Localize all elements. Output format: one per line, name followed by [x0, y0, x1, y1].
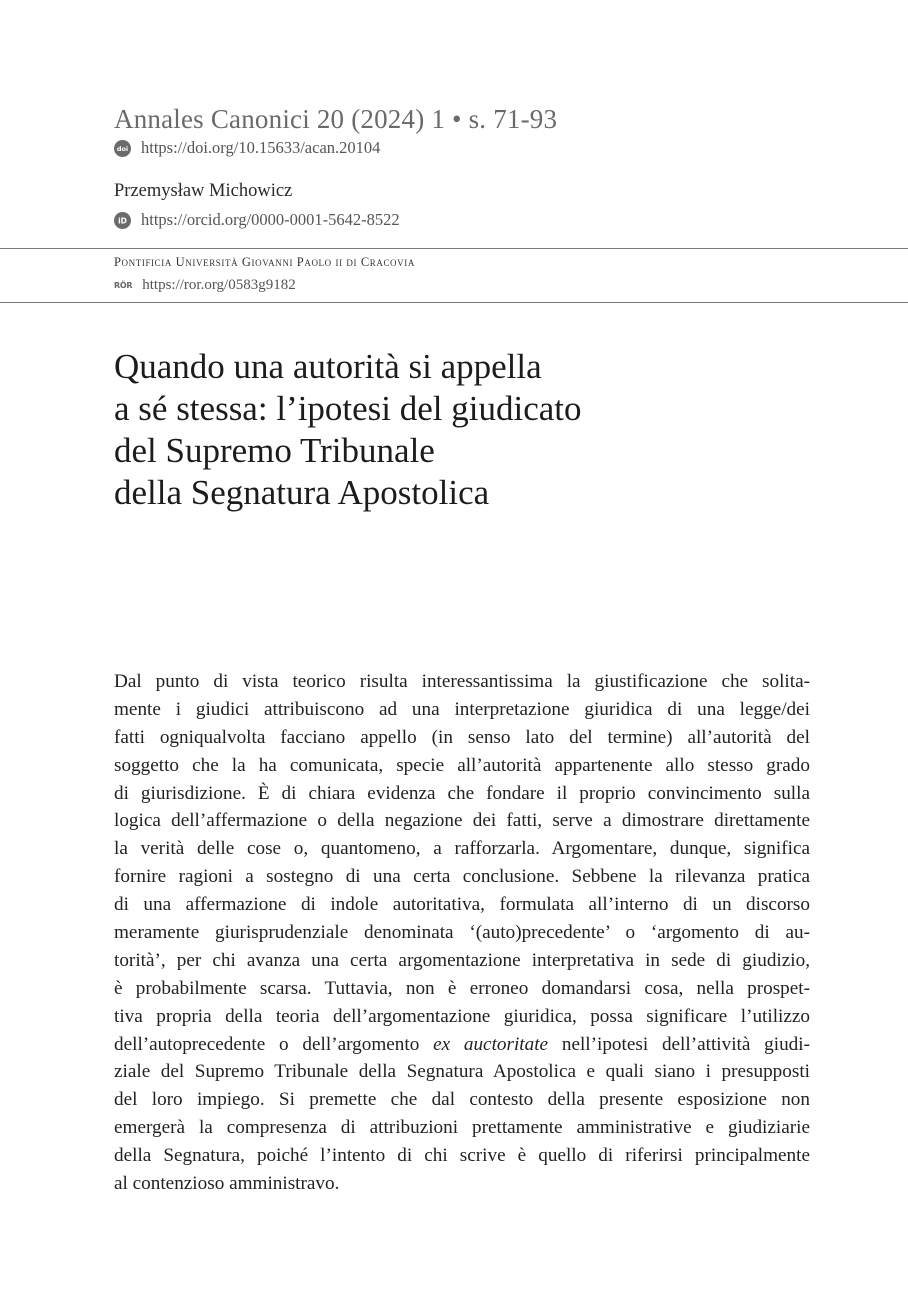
abstract-line: è probabilmente scarsa. Tuttavia, non è erroneo domandarsi cosa, nella prospet-	[114, 977, 810, 999]
abstract-text: nell’ipotesi dell’attività giudi-	[548, 1033, 810, 1055]
svg-text:iD: iD	[118, 216, 127, 225]
abstract-line: di giurisdizione. È di chiara evidenza che fondare il proprio convincimento sulla	[114, 782, 810, 804]
abstract-line: fatti ogniqualvolta facciano appello (in senso lato del termine) all’autorità del	[114, 726, 810, 748]
abstract-line: logica dell’affermazione o della negazione dei fatti, serve a dimostrare direttamente	[114, 810, 810, 832]
abstract	[114, 668, 810, 1198]
title-line: del Supremo Tribunale	[114, 431, 435, 470]
abstract-line: fornire ragioni a sostegno di una certa conclusione. Sebbene la rilevanza pratica	[114, 866, 810, 888]
abstract-line: la verità delle cose o, quantomeno, a rafforzarla. Argomentare, dunque, significa	[114, 838, 810, 860]
orcid-link[interactable]: https://orcid.org/0000-0001-5642-8522	[141, 210, 400, 229]
ror-row	[114, 277, 296, 294]
orcid-row	[114, 210, 400, 230]
abstract-text: dell’autoprecedente o dell’argomento	[114, 1033, 434, 1055]
title-line: Quando una autorità si appella	[114, 347, 542, 386]
affiliation: Pontificia Università Giovanni Paolo ii di Cracovia	[114, 255, 415, 269]
abstract-line: torità’, per chi avanza una certa argomentazione interpretativa in sede di giudizio,	[114, 949, 810, 971]
doi-link[interactable]: https://doi.org/10.15633/acan.20104	[141, 138, 381, 157]
abstract-line	[114, 1031, 810, 1059]
ror-link[interactable]: https://ror.org/0583g9182	[142, 277, 296, 293]
doi-row	[114, 138, 380, 158]
abstract-line: tiva propria della teoria dell’argomentazione giuridica, possa significare l’utilizzo	[114, 1005, 810, 1027]
title-line: a sé stessa: l’ipotesi del giudicato	[114, 389, 582, 428]
author-name: Przemysław Michowicz	[114, 181, 293, 201]
ror-icon: RÖR	[114, 280, 133, 290]
abstract-line: meramente giurisprudenziale denominata ‘(auto)precedente’ o ‘argomento di au-	[114, 922, 810, 944]
abstract-line: di una affermazione di indole autoritativa, formulata all’interno di un discorso	[114, 894, 810, 916]
abstract-italic-term: ex auctoritate	[433, 1033, 549, 1055]
doi-icon	[114, 140, 131, 157]
abstract-line: mente i giudici attribuiscono ad una interpretazione giuridica di una legge/dei	[114, 698, 810, 720]
header-divider-top	[0, 248, 908, 249]
svg-text:doi: doi	[116, 144, 129, 153]
header-divider-bottom	[0, 302, 908, 303]
orcid-icon	[114, 212, 131, 229]
abstract-line: della Segnatura, poiché l’intento di chi scrive è quello di riferirsi principalmente	[114, 1145, 810, 1167]
article-title	[114, 346, 754, 514]
abstract-line: soggetto che la ha comunicata, specie all’autorità appartenente allo stesso grado	[114, 754, 810, 776]
abstract-line: del loro impiego. Si premette che dal contesto della presente esposizione non	[114, 1089, 810, 1111]
abstract-line: ziale del Supremo Tribunale della Segnatura Apostolica e quali siano i presupposti	[114, 1061, 810, 1083]
abstract-line: emergerà la compresenza di attribuzioni prettamente amministrative e giudiziarie	[114, 1117, 810, 1139]
abstract-line: al contenzioso amministravo.	[114, 1173, 340, 1195]
journal-citation: Annales Canonici 20 (2024) 1 • s. 71-93	[114, 104, 558, 134]
title-line: della Segnatura Apostolica	[114, 473, 490, 512]
abstract-line: Dal punto di vista teorico risulta interessantissima la giustificazione che solita-	[114, 671, 810, 692]
